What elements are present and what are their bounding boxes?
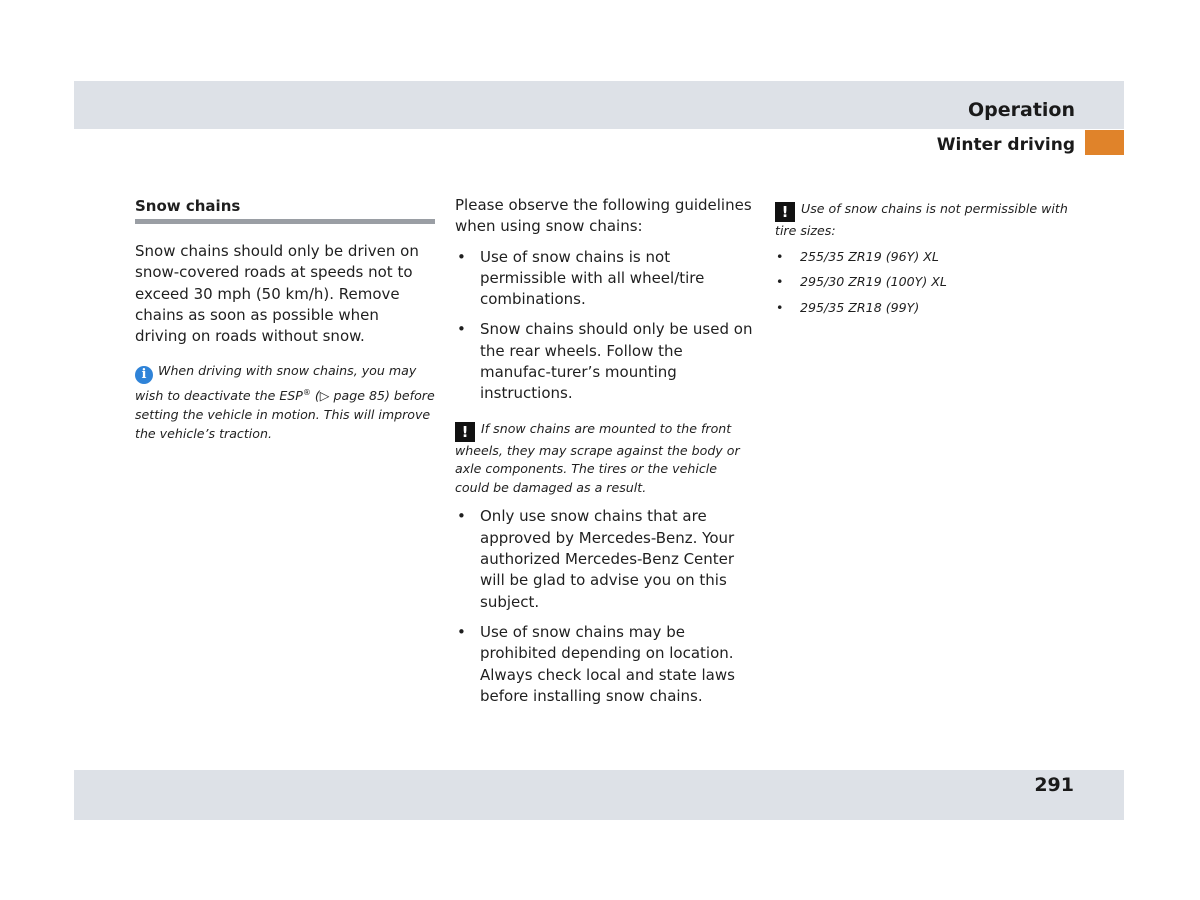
info-icon: i [135,366,153,384]
snow-chains-paragraph: Snow chains should only be driven on snow-covered roads at speeds not to exceed 30 mph (50 km/h). Remove chains as soon as possible when driving on roads without snow. [135,242,419,346]
info-note-text: When driving with snow chains, you may wish to deactivate the ESP [135,363,417,404]
list-item: • Use of snow chains may be prohibited depending on location. Always check local and state laws before installing snow chains. [455,622,755,707]
warning-note-text: If snow chains are mounted to the front wheels, they may scrape against the body or axle components. The tires or the vehicle could be damaged as a result. [455,420,740,495]
page-number: 291 [1034,774,1074,796]
list-item: • 295/35 ZR18 (99Y) [775,299,1075,318]
footer-band [74,770,1124,820]
list-item: • 255/35 ZR19 (96Y) XL [775,248,1075,267]
warning-note [455,420,755,498]
warning-icon: ! [455,422,475,442]
warning-icon: ! [775,202,795,222]
list-item: • Only use snow chains that are approved by Mercedes-Benz. Your authorized Mercedes-Benz Center will be glad to advise you on this subject. [455,506,755,612]
registered-mark: ® [302,388,311,398]
column-1 [135,195,435,443]
column-3 [775,195,1075,317]
info-note [135,362,435,443]
list-item: • 295/30 ZR19 (100Y) XL [775,273,1075,292]
header-band [74,81,1124,129]
tire-size-warning-text: Use of snow chains is not permissible with tire sizes: [775,201,1068,238]
list-item: • Use of snow chains is not permissible with all wheel/tire combinations. [455,247,755,311]
snow-chains-heading: Snow chains [135,195,435,224]
info-note-text-continued: (▷ page 85) before setting the vehicle in motion. This will improve the vehicle’s traction. [135,388,435,441]
tire-size-warning [775,200,1075,241]
list-item: • Snow chains should only be used on the rear wheels. Follow the manufac-turer’s mounting instructions. [455,319,755,404]
section-tab-marker [1085,130,1124,155]
tire-size-list [775,248,1075,318]
guidelines-intro: Please observe the following guidelines when using snow chains: [455,196,752,236]
subsection-title: Winter driving [936,135,1075,155]
guidelines-list-b [455,506,755,707]
guidelines-list-a [455,247,755,405]
section-title: Operation [967,99,1075,121]
column-2 [455,195,755,707]
